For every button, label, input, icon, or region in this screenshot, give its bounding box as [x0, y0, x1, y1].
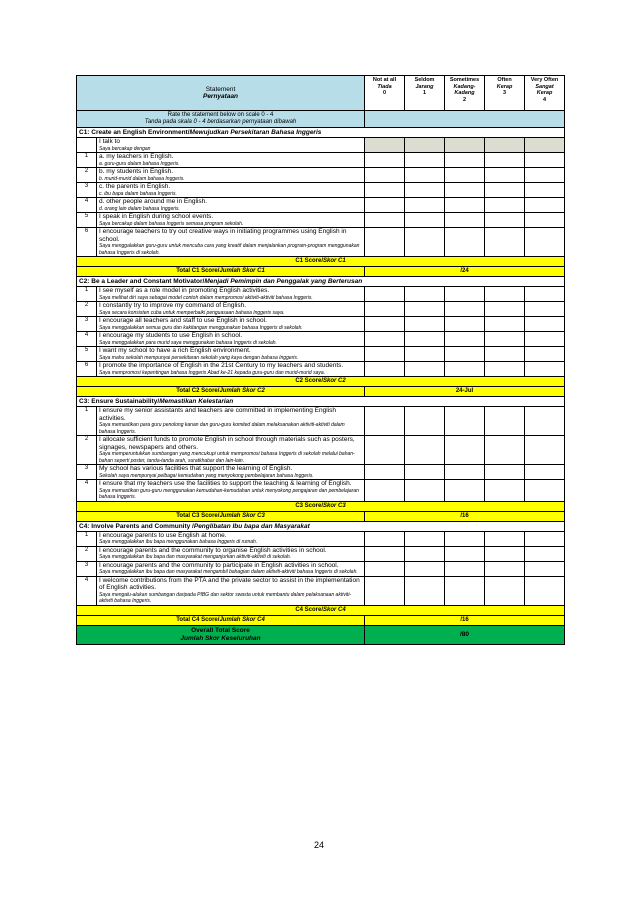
- rating-cell[interactable]: [445, 287, 485, 302]
- item-statement: [97, 561, 365, 576]
- rating-cell[interactable]: [445, 436, 485, 465]
- rating-cell[interactable]: [365, 198, 405, 213]
- rating-cell[interactable]: [485, 213, 525, 228]
- table-row: [77, 302, 565, 317]
- rating-cell[interactable]: [525, 480, 565, 502]
- rating-cell[interactable]: [365, 332, 405, 347]
- rating-cell[interactable]: [525, 407, 565, 436]
- statement-en: a. my teachers in English.: [99, 153, 174, 160]
- table-row: [77, 183, 565, 198]
- option-header-very-often: Very Often Sangat Kerap 4: [525, 76, 565, 111]
- item-number: 3: [77, 317, 97, 332]
- statement-ms: Saya memastikan para guru penolong kanan dan guru-guru komited dalam melaksanakan aktiviti-aktiviti dalam bahasa Inggeris.: [99, 422, 345, 435]
- statement-en: I promote the importance of English in the 21st Century to my teachers and students.: [99, 362, 344, 369]
- statement-en: I encourage my students to use English in school.: [99, 332, 243, 339]
- item-statement: [97, 436, 365, 465]
- rating-cell[interactable]: [525, 465, 565, 480]
- statement-en: I ensure my senior assistants and teachers are committed in implementing English activities.: [99, 407, 336, 422]
- section-total-label: Total C2 Score/Jumlah Skor C2: [77, 387, 365, 397]
- rating-cell[interactable]: [405, 480, 445, 502]
- option-header-seldom: Seldom Jarang 1: [405, 76, 445, 111]
- rating-cell[interactable]: [405, 213, 445, 228]
- rating-cell[interactable]: [485, 531, 525, 546]
- statement-en: I speak in English during school events.: [99, 213, 214, 220]
- rating-cell-disabled: [365, 138, 405, 153]
- section-title-row: [77, 521, 565, 531]
- rating-cell[interactable]: [485, 228, 525, 257]
- total-row: [77, 387, 565, 397]
- rating-cell[interactable]: [445, 465, 485, 480]
- rating-cell[interactable]: [365, 213, 405, 228]
- rating-cell[interactable]: [405, 183, 445, 198]
- page-number: 24: [313, 840, 324, 850]
- rating-cell[interactable]: [445, 198, 485, 213]
- rating-cell-disabled: [485, 138, 525, 153]
- statement-en: My school has various facilities that support the learning of English.: [99, 465, 293, 472]
- statement-ms: Saya memastikan guru-guru menggunakan kemudahan-kemudahan untuk menyokong pengajaran dan pembelajaran bahasa Inggeris.: [99, 487, 359, 500]
- table-row: [77, 213, 565, 228]
- section-intro: I talk to Saya bercakap dengan: [97, 138, 365, 153]
- rating-cell[interactable]: [485, 561, 525, 576]
- item-statement: [97, 362, 365, 377]
- rating-cell[interactable]: [445, 480, 485, 502]
- statement-en: I encourage parents and the community to participate in English activities in school.: [99, 561, 339, 569]
- item-number: 2: [77, 546, 97, 561]
- rating-cell[interactable]: [525, 228, 565, 257]
- item-statement: [97, 183, 365, 198]
- rating-cell[interactable]: [485, 317, 525, 332]
- statement-ms: Saya mahu sekolah mempunyai persekitaran sekolah yang kaya dengan bahasa Inggeris.: [99, 354, 299, 361]
- rating-cell[interactable]: [405, 362, 445, 377]
- table-row: [77, 153, 565, 168]
- rating-cell[interactable]: [405, 531, 445, 546]
- item-number: 2: [77, 302, 97, 317]
- rating-cell[interactable]: [405, 546, 445, 561]
- statement-en: I welcome contributions from the PTA and the private sector to assist in the implementation of English activities.: [99, 576, 360, 591]
- table-row: [77, 228, 565, 257]
- rating-cell[interactable]: [485, 287, 525, 302]
- rating-cell[interactable]: [405, 465, 445, 480]
- statement-en: b. my students in English.: [99, 168, 174, 175]
- section-score: C1 Score/Skor C1: [77, 257, 565, 267]
- table-row: [77, 332, 565, 347]
- rating-cell[interactable]: [405, 228, 445, 257]
- rating-table: [76, 75, 565, 645]
- section-title: C3: Ensure Sustainability/Memastikan Kelestarian: [77, 397, 565, 407]
- rating-cell[interactable]: [405, 561, 445, 576]
- section-score: C2 Score/Skor C2: [77, 377, 565, 387]
- table-row: [77, 317, 565, 332]
- rating-cell[interactable]: [525, 347, 565, 362]
- rating-cell[interactable]: [485, 576, 525, 605]
- section-total-label: Total C3 Score/Jumlah Skor C3: [77, 511, 365, 521]
- item-statement: [97, 287, 365, 302]
- rating-cell[interactable]: [485, 153, 525, 168]
- rating-cell[interactable]: [365, 531, 405, 546]
- section-total-value: /16: [365, 615, 565, 625]
- statement-ms: a. guru-guru dalam bahasa Inggeris.: [99, 160, 180, 167]
- section-title: C2: Be a Leader and Constant Motivator/Menjadi Pemimpin dan Penggalak yang Berterusan: [77, 277, 565, 287]
- statement-ms: Saya melihat diri saya sebagai model contoh dalam mempromosi aktiviti-aktiviti bahasa Inggeris.: [99, 294, 313, 301]
- rating-cell[interactable]: [485, 465, 525, 480]
- rating-cell[interactable]: [485, 332, 525, 347]
- item-number: 3: [77, 561, 97, 576]
- item-statement: [97, 228, 365, 257]
- rating-cell[interactable]: [445, 561, 485, 576]
- total-row: [77, 267, 565, 277]
- table-row: [77, 168, 565, 183]
- rating-cell[interactable]: [405, 302, 445, 317]
- statement-ms: Saya menggalakkan para murid saya menggunakan bahasa Inggeris di sekolah.: [99, 339, 277, 346]
- rating-cell[interactable]: [485, 362, 525, 377]
- section-total-value: /16: [365, 511, 565, 521]
- rating-cell[interactable]: [525, 546, 565, 561]
- item-statement: [97, 480, 365, 502]
- option-header-often: Often Kerap 3: [485, 76, 525, 111]
- item-statement: [97, 347, 365, 362]
- statement-en: I constantly try to improve my command of English.: [99, 302, 247, 309]
- item-statement: [97, 213, 365, 228]
- table-row: [77, 465, 565, 480]
- statement-ms: Sekolah saya mempunyai pelbagai kemudahan yang menyokong pembelajaran bahasa Inggeris.: [99, 472, 314, 479]
- rating-cell[interactable]: [365, 302, 405, 317]
- statement-en: I allocate sufficient funds to promote English in school through materials such as posters, signages, newspapers and others.: [99, 436, 355, 451]
- rating-cell[interactable]: [525, 183, 565, 198]
- item-number: 6: [77, 228, 97, 257]
- rating-cell[interactable]: [525, 576, 565, 605]
- section-score: C3 Score/Skor C3: [77, 501, 565, 511]
- item-number: 4: [77, 576, 97, 605]
- rating-cell[interactable]: [525, 213, 565, 228]
- rating-instruction-blank: [365, 111, 565, 128]
- section-total-label: Total C1 Score/Jumlah Skor C1: [77, 267, 365, 277]
- rating-cell[interactable]: [445, 332, 485, 347]
- section-title: C1: Create an English Environment/Mewujudkan Persekitaran Bahasa Inggeris: [77, 128, 565, 138]
- item-number: 1: [77, 407, 97, 436]
- table-row: [77, 561, 565, 576]
- item-statement: [97, 531, 365, 546]
- rating-cell[interactable]: [365, 228, 405, 257]
- section-total-value: /24: [365, 267, 565, 277]
- overall-row: [77, 625, 565, 644]
- section-title-row: [77, 128, 565, 138]
- rating-cell[interactable]: [525, 561, 565, 576]
- rating-cell[interactable]: [405, 198, 445, 213]
- table-row: [77, 362, 565, 377]
- statement-en: I ensure that my teachers use the facilities to support the teaching & learning of English.: [99, 480, 352, 487]
- rating-cell-disabled: [445, 138, 485, 153]
- table-row: [77, 531, 565, 546]
- score-row: [77, 501, 565, 511]
- rating-cell[interactable]: [365, 317, 405, 332]
- statement-en: d. other people around me in English.: [99, 198, 208, 205]
- statement-en: I encourage parents and the community to organise English activities in school.: [99, 546, 327, 554]
- rating-cell[interactable]: [525, 332, 565, 347]
- rating-cell[interactable]: [485, 183, 525, 198]
- item-statement: [97, 153, 365, 168]
- rating-cell[interactable]: [445, 362, 485, 377]
- statement-ms: Saya menggalakkan ibu bapa dan masyarakat menganjurkan aktiviti-aktiviti di sekolah.: [99, 554, 292, 560]
- rating-cell[interactable]: [445, 546, 485, 561]
- rating-cell[interactable]: [525, 302, 565, 317]
- rating-cell[interactable]: [365, 561, 405, 576]
- rating-cell[interactable]: [445, 576, 485, 605]
- statement-en: I encourage parents to use English at home.: [99, 531, 227, 539]
- section-title: C4: Involve Parents and Community /Penglibatan Ibu bapa dan Masyarakat: [77, 521, 565, 531]
- rating-cell[interactable]: [485, 198, 525, 213]
- rating-cell[interactable]: [365, 153, 405, 168]
- section-title-row: [77, 397, 565, 407]
- rating-instruction: Rate the statement below on scale 0 - 4 Tanda pada skala 0 - 4 berdasarkan pernyataan dibawah: [77, 111, 365, 128]
- rating-cell[interactable]: [525, 317, 565, 332]
- item-number: 3: [77, 183, 97, 198]
- rating-cell[interactable]: [445, 183, 485, 198]
- rating-cell[interactable]: [365, 465, 405, 480]
- statement-ms: Saya menggalakkan semua guru dan kakitangan menggunakan bahasa Inggeris di sekolah.: [99, 324, 303, 331]
- item-number: 1: [77, 531, 97, 546]
- rating-cell[interactable]: [365, 576, 405, 605]
- rating-cell[interactable]: [485, 436, 525, 465]
- score-row: [77, 257, 565, 267]
- rating-cell[interactable]: [405, 153, 445, 168]
- table-row: [77, 287, 565, 302]
- item-number: 3: [77, 465, 97, 480]
- section-total-label: Total C4 Score/Jumlah Skor C4: [77, 615, 365, 625]
- statement-ms: c. ibu bapa dalam bahasa Inggeris.: [99, 190, 177, 197]
- rating-cell-disabled: [525, 138, 565, 153]
- item-number: 4: [77, 198, 97, 213]
- table-row: [77, 480, 565, 502]
- statement-ms: Saya mempromosi kepentingan bahasa Inggeris Abad ke-21 kepada guru-guru dan murid-murid saya.: [99, 369, 326, 376]
- item-number: 2: [77, 436, 97, 465]
- rating-cell[interactable]: [445, 153, 485, 168]
- statement-ms: Saya mengalu-alukan sumbangan daripada PIBG dan sektor swasta untuk membantu dalam pelaksanaan aktiviti-aktiviti bahasa Inggeris.: [99, 591, 352, 604]
- rating-cell[interactable]: [405, 317, 445, 332]
- statement-ms: Saya secara konsisten cuba untuk memperbaiki penguasaan bahasa Inggeris saya.: [99, 309, 285, 316]
- item-statement: [97, 302, 365, 317]
- overall-total-label: Overall Total Score Jumlah Skor Keseluruhan: [77, 625, 365, 644]
- item-number: 5: [77, 347, 97, 362]
- statement-en: I see myself as a role model in promoting English activities.: [99, 287, 270, 294]
- item-statement: [97, 576, 365, 605]
- item-number-blank: [77, 138, 97, 153]
- item-statement: [97, 198, 365, 213]
- table-row: [77, 576, 565, 605]
- rating-cell[interactable]: [365, 436, 405, 465]
- rating-cell[interactable]: [485, 546, 525, 561]
- rating-cell[interactable]: [365, 168, 405, 183]
- section-total-value: 24-Jul: [365, 387, 565, 397]
- total-row: [77, 511, 565, 521]
- item-statement: [97, 168, 365, 183]
- statement-en: I encourage all teachers and staff to use English in school.: [99, 317, 267, 324]
- statement-ms: b. murid-murid dalam bahasa Inggeris.: [99, 175, 185, 182]
- item-statement: [97, 317, 365, 332]
- rating-cell-disabled: [405, 138, 445, 153]
- rating-cell[interactable]: [485, 302, 525, 317]
- option-header-sometimes: Sometimes Kadang-Kadang 2: [445, 76, 485, 111]
- total-row: [77, 615, 565, 625]
- statement-en: c. the parents in English.: [99, 183, 171, 190]
- table-row: [77, 198, 565, 213]
- item-statement: [97, 465, 365, 480]
- rating-cell[interactable]: [525, 153, 565, 168]
- rating-cell[interactable]: [525, 198, 565, 213]
- item-number: 1: [77, 153, 97, 168]
- option-header-not-at-all: Not at all Tiada 0: [365, 76, 405, 111]
- rating-cell[interactable]: [405, 287, 445, 302]
- section-score: C4 Score/Skor C4: [77, 605, 565, 615]
- statement-ms: Saya menggalakkan ibu bapa menggunakan bahasa Inggeris di rumah.: [99, 539, 258, 545]
- statement-ms: Saya menggalakkan ibu bapa dan masyarakat mengambil bahagian dalam aktiviti-aktiviti bahasa Inggeris di sekolah.: [99, 569, 358, 575]
- item-number: 2: [77, 168, 97, 183]
- statement-header: Statement Pernyataan: [77, 76, 365, 111]
- rating-cell[interactable]: [365, 287, 405, 302]
- rating-cell[interactable]: [405, 168, 445, 183]
- item-number: 6: [77, 362, 97, 377]
- section-title-row: [77, 277, 565, 287]
- rating-cell[interactable]: [525, 287, 565, 302]
- rating-cell[interactable]: [365, 546, 405, 561]
- rating-cell[interactable]: [525, 436, 565, 465]
- rating-cell[interactable]: [365, 347, 405, 362]
- score-row: [77, 377, 565, 387]
- rating-cell[interactable]: [445, 168, 485, 183]
- statement-ms: Saya memperuntukkan sumbangan yang mencukupi untuk mempromosi bahasa Inggeris di sekolah melalui bahan-bahan seperti poster, tanda-tanda arah, suratkhabar dan lain-lain.: [99, 451, 355, 464]
- rating-cell[interactable]: [405, 576, 445, 605]
- rating-cell[interactable]: [405, 347, 445, 362]
- rating-cell[interactable]: [445, 213, 485, 228]
- rating-cell[interactable]: [405, 436, 445, 465]
- statement-en: I encourage teachers to try out creative ways in initiating programmes using English in school.: [99, 228, 347, 243]
- rating-cell[interactable]: [525, 362, 565, 377]
- rating-cell[interactable]: [445, 407, 485, 436]
- rating-cell[interactable]: [525, 168, 565, 183]
- table-row: [77, 436, 565, 465]
- item-number: 5: [77, 213, 97, 228]
- rating-cell[interactable]: [445, 531, 485, 546]
- item-statement: [97, 332, 365, 347]
- rating-cell[interactable]: [365, 480, 405, 502]
- statement-ms: Saya bercakap dalam bahasa Inggeris semasa program sekolah.: [99, 220, 244, 227]
- rating-cell[interactable]: [445, 317, 485, 332]
- rating-cell[interactable]: [405, 332, 445, 347]
- statement-ms: d. orang lain dalam bahasa Inggeris.: [99, 205, 180, 212]
- item-statement: [97, 407, 365, 436]
- score-row: [77, 605, 565, 615]
- item-statement: [97, 546, 365, 561]
- rating-cell[interactable]: [485, 407, 525, 436]
- statement-en: I want my school to have a rich English environment.: [99, 347, 251, 354]
- statement-ms: Saya menggalakkan guru-guru untuk mencuba cara yang kreatif dalam menjalankan program-program menggunakan bahasa Inggeris di sekolah.: [99, 243, 360, 256]
- section-intro-row: [77, 138, 565, 153]
- rating-cell[interactable]: [405, 407, 445, 436]
- rating-cell[interactable]: [485, 480, 525, 502]
- item-number: 4: [77, 332, 97, 347]
- overall-total-value: /80: [365, 625, 565, 644]
- rating-cell[interactable]: [365, 407, 405, 436]
- rating-cell[interactable]: [445, 347, 485, 362]
- rating-cell[interactable]: [365, 183, 405, 198]
- rating-cell[interactable]: [445, 302, 485, 317]
- rating-cell[interactable]: [445, 228, 485, 257]
- table-row: [77, 407, 565, 436]
- table-row: [77, 347, 565, 362]
- rating-cell[interactable]: [485, 347, 525, 362]
- rating-cell[interactable]: [525, 531, 565, 546]
- table-row: [77, 546, 565, 561]
- rating-cell[interactable]: [365, 362, 405, 377]
- rating-cell[interactable]: [485, 168, 525, 183]
- item-number: 4: [77, 480, 97, 502]
- item-number: 1: [77, 287, 97, 302]
